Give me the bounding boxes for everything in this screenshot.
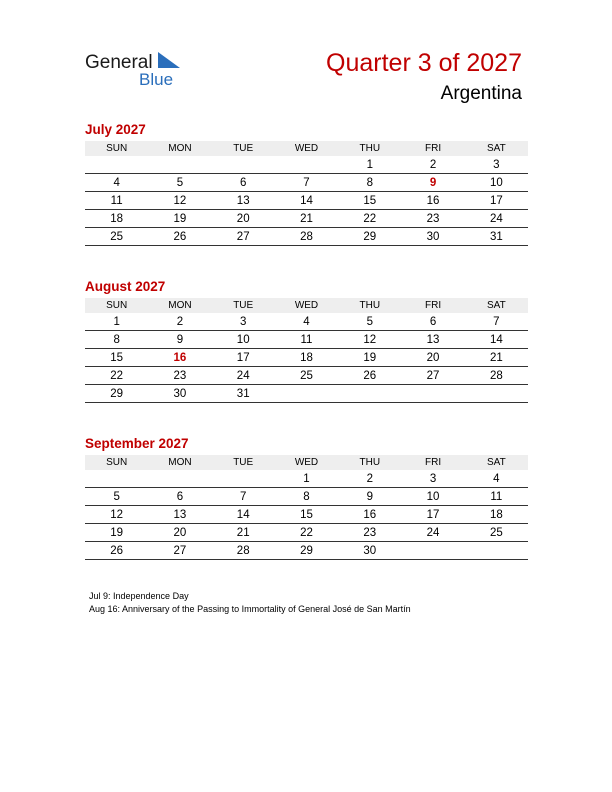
weekday-header: WED [275,455,338,470]
day-cell: 14 [212,506,275,524]
holiday-note: Aug 16: Anniversary of the Passing to Immortality of General José de San Martín [89,604,411,614]
day-cell [275,385,338,403]
weekday-header: WED [275,141,338,156]
day-cell: 13 [212,192,275,210]
day-cell [85,156,148,174]
day-cell: 25 [465,524,528,542]
day-cell: 7 [465,313,528,331]
day-cell: 19 [148,210,211,228]
month-title: August 2027 [85,279,166,294]
day-cell: 31 [465,228,528,246]
week-row [85,506,528,524]
day-cell: 7 [212,488,275,506]
day-cell: 11 [85,192,148,210]
day-cell: 9 [338,488,401,506]
day-cell: 21 [465,349,528,367]
day-cell [148,156,211,174]
day-cell: 20 [212,210,275,228]
day-cell: 25 [85,228,148,246]
week-row [85,349,528,367]
weekday-header: FRI [401,455,464,470]
weekday-header: FRI [401,141,464,156]
weekday-header: SUN [85,298,148,313]
week-row [85,331,528,349]
day-cell: 16 [148,349,211,367]
day-cell: 13 [401,331,464,349]
day-cell: 14 [465,331,528,349]
day-cell: 25 [275,367,338,385]
day-cell: 2 [401,156,464,174]
day-cell: 15 [85,349,148,367]
day-cell [85,470,148,488]
country-name: Argentina [440,83,522,104]
day-cell: 6 [212,174,275,192]
day-cell: 1 [275,470,338,488]
day-cell: 2 [338,470,401,488]
day-cell: 3 [465,156,528,174]
day-cell [465,385,528,403]
day-cell: 22 [275,524,338,542]
weekday-header: SAT [465,141,528,156]
weekday-header: MON [148,455,211,470]
day-cell: 30 [148,385,211,403]
day-cell: 24 [401,524,464,542]
day-cell: 21 [275,210,338,228]
day-cell: 26 [85,542,148,560]
calendar-table [85,455,528,560]
week-row [85,524,528,542]
day-cell: 18 [85,210,148,228]
day-cell: 18 [465,506,528,524]
day-cell: 8 [275,488,338,506]
day-cell: 8 [85,331,148,349]
day-cell: 27 [212,228,275,246]
week-row [85,174,528,192]
weekday-header: SAT [465,455,528,470]
day-cell: 17 [401,506,464,524]
weekday-header: SUN [85,455,148,470]
day-cell: 27 [401,367,464,385]
day-cell: 3 [401,470,464,488]
day-cell [465,542,528,560]
week-row [85,313,528,331]
weekday-header: THU [338,141,401,156]
day-cell: 29 [275,542,338,560]
weekday-header: SAT [465,298,528,313]
month-block-july [85,121,528,246]
holiday-notes [89,590,419,616]
day-cell: 16 [401,192,464,210]
day-cell: 17 [212,349,275,367]
day-cell: 10 [465,174,528,192]
day-cell: 28 [212,542,275,560]
day-cell: 27 [148,542,211,560]
day-cell: 23 [148,367,211,385]
day-cell: 17 [465,192,528,210]
day-cell: 12 [338,331,401,349]
day-cell: 12 [85,506,148,524]
day-cell: 16 [338,506,401,524]
week-row [85,542,528,560]
day-cell: 26 [338,367,401,385]
calendar-table [85,141,528,246]
weekday-header: TUE [212,455,275,470]
day-cell: 1 [338,156,401,174]
day-cell [275,156,338,174]
weekday-header: TUE [212,141,275,156]
day-cell: 11 [275,331,338,349]
day-cell: 5 [85,488,148,506]
day-cell: 5 [148,174,211,192]
month-block-september [85,435,528,560]
generalblue-logo [85,50,195,90]
weekday-header: SUN [85,141,148,156]
day-cell: 31 [212,385,275,403]
day-cell [212,156,275,174]
day-cell: 8 [338,174,401,192]
day-cell: 6 [148,488,211,506]
day-cell: 15 [338,192,401,210]
month-block-august [85,278,528,403]
day-cell: 5 [338,313,401,331]
weekday-header: THU [338,455,401,470]
day-cell: 23 [338,524,401,542]
day-cell: 4 [465,470,528,488]
day-cell: 19 [338,349,401,367]
day-cell: 2 [148,313,211,331]
day-cell: 7 [275,174,338,192]
day-cell: 29 [85,385,148,403]
day-cell: 15 [275,506,338,524]
week-row [85,156,528,174]
day-cell [338,385,401,403]
holiday-note: Jul 9: Independence Day [89,591,189,601]
week-row [85,367,528,385]
week-row [85,470,528,488]
week-row [85,385,528,403]
day-cell: 24 [465,210,528,228]
day-cell: 29 [338,228,401,246]
day-cell: 30 [401,228,464,246]
day-cell: 13 [148,506,211,524]
calendar-table [85,298,528,403]
day-cell: 22 [85,367,148,385]
weekday-header: MON [148,298,211,313]
weekday-header: TUE [212,298,275,313]
day-cell: 10 [401,488,464,506]
day-cell: 26 [148,228,211,246]
day-cell: 11 [465,488,528,506]
day-cell: 4 [275,313,338,331]
day-cell [401,542,464,560]
day-cell: 28 [465,367,528,385]
day-cell [212,470,275,488]
page-title: Quarter 3 of 2027 [326,49,522,77]
day-cell: 1 [85,313,148,331]
day-cell: 3 [212,313,275,331]
day-cell: 12 [148,192,211,210]
day-cell: 9 [148,331,211,349]
day-cell: 23 [401,210,464,228]
day-cell [401,385,464,403]
day-cell: 19 [85,524,148,542]
day-cell: 22 [338,210,401,228]
logo-text-general: General [85,52,153,73]
weekday-header: WED [275,298,338,313]
day-cell [148,470,211,488]
weekday-header: THU [338,298,401,313]
day-cell: 9 [401,174,464,192]
day-cell: 28 [275,228,338,246]
day-cell: 24 [212,367,275,385]
day-cell: 4 [85,174,148,192]
month-title: July 2027 [85,122,146,137]
day-cell: 14 [275,192,338,210]
day-cell: 20 [401,349,464,367]
day-cell: 30 [338,542,401,560]
day-cell: 6 [401,313,464,331]
day-cell: 18 [275,349,338,367]
day-cell: 20 [148,524,211,542]
day-cell: 21 [212,524,275,542]
weekday-header: MON [148,141,211,156]
day-cell: 10 [212,331,275,349]
week-row [85,210,528,228]
week-row [85,488,528,506]
month-title: September 2027 [85,436,189,451]
week-row [85,228,528,246]
week-row [85,192,528,210]
logo-triangle-icon [158,52,180,68]
logo-text-blue: Blue [139,70,174,89]
weekday-header: FRI [401,298,464,313]
